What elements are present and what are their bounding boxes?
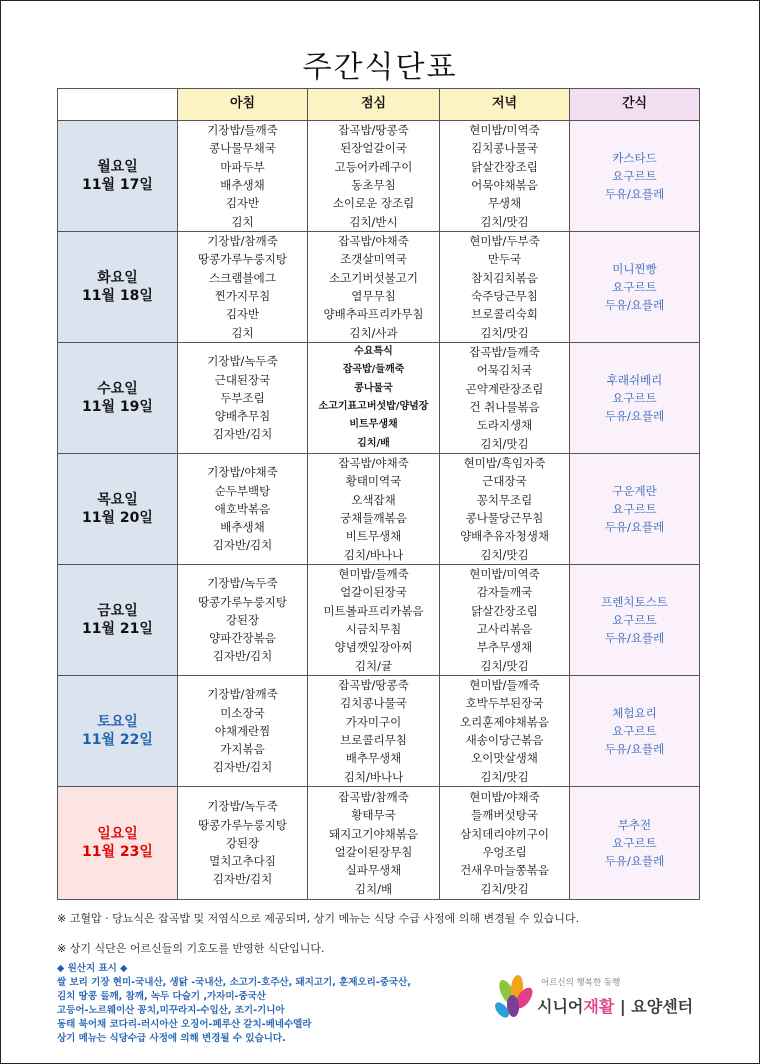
lunch-item: 배추무생채 — [345, 751, 402, 766]
lunch-item: 얼갈이된장무침 — [334, 845, 413, 859]
snack-item: 요구르트 — [612, 279, 657, 294]
lunch-item: 미트볼파프리카볶음 — [323, 603, 424, 618]
breakfast-item: 기장밥/참깨죽 — [207, 234, 278, 249]
dinner-item: 오이맛살생채 — [471, 751, 538, 766]
day-date: 11월 17일 — [82, 177, 153, 193]
breakfast-item: 멸치고추다짐 — [209, 854, 276, 869]
snack-item: 요구르트 — [612, 501, 657, 516]
lunch-item: 비트무생채 — [349, 419, 398, 431]
breakfast-item: 김자반 — [225, 196, 260, 211]
snack-cell — [570, 787, 700, 900]
header-breakfast: 아침 — [178, 89, 308, 121]
snack-item: 두유/요플레 — [604, 742, 665, 757]
header-row — [58, 89, 700, 121]
lunch-item: 브로콜리무침 — [340, 733, 407, 747]
origin-title: ◆ 원산지 표시 ◆ — [57, 963, 128, 974]
breakfast-item: 배추생채 — [220, 178, 265, 192]
dinner-item: 부추무생채 — [476, 640, 533, 655]
day-name: 토요일 — [97, 713, 138, 730]
dinner-item: 어묵김치국 — [476, 363, 533, 378]
breakfast-item: 가지볶음 — [220, 742, 265, 757]
breakfast-item: 김자반 — [225, 307, 260, 322]
day-cell — [58, 343, 178, 454]
breakfast-item: 기장밥/녹두죽 — [207, 799, 278, 814]
snack-item: 요구르트 — [612, 835, 657, 850]
origin-line: 쌀 보리 기장 현미-국내산, 생닭 -국내산, 소고기-호주산, 돼지고기, 훈제오리-중국산, — [57, 977, 411, 988]
dinner-item: 숙주당근무침 — [471, 289, 538, 303]
dinner-cell — [440, 343, 570, 454]
dinner-item: 현미밥/야채죽 — [469, 790, 540, 805]
day-date: 11월 21일 — [82, 621, 153, 637]
breakfast-item: 기장밥/야채죽 — [207, 465, 278, 480]
dinner-item: 김치/맛김 — [480, 214, 529, 229]
breakfast-item: 김자반/김치 — [212, 538, 273, 553]
breakfast-item: 순두부백탕 — [214, 483, 271, 498]
day-row — [58, 454, 700, 565]
day-date: 11월 18일 — [82, 288, 153, 304]
lunch-item: 김치/바나나 — [343, 769, 404, 784]
snack-item: 체험요리 — [612, 705, 657, 720]
lunch-item: 잡곡밥/들깨죽 — [342, 364, 405, 376]
day-row — [58, 787, 700, 900]
snack-item: 구운계란 — [612, 483, 657, 498]
lunch-item: 동초무침 — [351, 178, 396, 192]
lunch-item: 김치/배 — [357, 437, 390, 449]
breakfast-item: 김치 — [231, 325, 254, 340]
dinner-item: 도라지생채 — [476, 418, 533, 433]
lunch-item: 열무무침 — [351, 289, 396, 303]
snack-item: 후래쉬베리 — [606, 372, 663, 387]
breakfast-item: 기장밥/참깨죽 — [207, 687, 278, 702]
lunch-item: 잡곡밥/땅콩죽 — [338, 678, 409, 693]
day-cell — [58, 454, 178, 565]
breakfast-item: 양파간장볶음 — [209, 631, 276, 646]
note-1: ※ 고혈압 · 당뇨식은 잡곡밥 및 저염식으로 제공되며, 상기 메뉴는 식당 수급 사정에 의해 변경될 수 있습니다. — [57, 912, 579, 925]
lunch-cell — [308, 676, 440, 787]
snack-cell — [570, 232, 700, 343]
snack-item: 두유/요플레 — [604, 854, 665, 869]
breakfast-item: 찐가지무침 — [214, 289, 271, 303]
lunch-item: 수요특식 — [354, 346, 393, 358]
day-row — [58, 343, 700, 454]
day-row — [58, 676, 700, 787]
dinner-item: 어묵야채볶음 — [471, 178, 538, 192]
day-row — [58, 565, 700, 676]
breakfast-item: 김자반/김치 — [212, 649, 273, 664]
breakfast-item: 기장밥/녹두죽 — [207, 576, 278, 591]
logo-name-accent: 재활 — [583, 997, 615, 1016]
lunch-item: 비트무생채 — [345, 529, 402, 544]
lunch-item: 김치/배 — [354, 881, 393, 896]
snack-item: 부추전 — [617, 817, 652, 832]
dinner-item: 김치/맛김 — [480, 547, 529, 562]
breakfast-item: 양배추무침 — [214, 409, 271, 424]
day-cell — [58, 121, 178, 232]
breakfast-cell — [178, 454, 308, 565]
breakfast-cell — [178, 343, 308, 454]
note-2: ※ 상기 식단은 어르신들의 기호도를 반영한 식단입니다. — [57, 942, 325, 955]
breakfast-item: 강된장 — [225, 835, 260, 850]
day-name: 수요일 — [97, 380, 138, 397]
page-title: 주간식단표 — [302, 50, 458, 85]
lunch-cell — [308, 565, 440, 676]
snack-item: 요구르트 — [612, 612, 657, 627]
day-cell — [58, 565, 178, 676]
breakfast-cell — [178, 232, 308, 343]
lunch-cell — [308, 343, 440, 454]
dinner-item: 현미밥/두부죽 — [469, 234, 540, 249]
dinner-cell — [440, 454, 570, 565]
lunch-item: 조갯살미역국 — [340, 252, 407, 267]
logo-name-part: | 요양센터 — [614, 997, 694, 1016]
snack-item: 카스타드 — [612, 150, 657, 165]
day-cell — [58, 787, 178, 900]
dinner-item: 잡곡밥/들깨죽 — [469, 345, 540, 360]
dinner-item: 우엉조림 — [482, 845, 527, 859]
lunch-item: 현미밥/들깨죽 — [338, 567, 409, 582]
snack-item: 요구르트 — [612, 723, 657, 738]
snack-item: 두유/요플레 — [604, 187, 665, 202]
dinner-cell — [440, 565, 570, 676]
lunch-item: 소고기표고버섯밥/양념장 — [318, 401, 429, 412]
lunch-item: 양배추파프리카무침 — [323, 307, 424, 322]
dinner-item: 김치/맛김 — [480, 658, 529, 673]
breakfast-item: 기장밥/녹두죽 — [207, 354, 278, 369]
dinner-item: 고사리볶음 — [476, 622, 533, 636]
lunch-item: 황태미역국 — [345, 474, 402, 489]
day-name: 일요일 — [97, 825, 138, 842]
origin-info — [57, 962, 411, 1046]
day-name: 화요일 — [97, 269, 138, 286]
dinner-item: 콩나물당근무침 — [465, 511, 544, 525]
origin-line: 김치 땅콩 들깨, 참깨, 녹두 다슬기 ,가자미-중국산 — [57, 991, 266, 1002]
dinner-item: 곤약계란장조림 — [465, 381, 544, 396]
dinner-item: 브로콜리숙회 — [471, 307, 538, 322]
lunch-item: 궁채들깨볶음 — [340, 511, 407, 525]
lunch-item: 시금치무침 — [345, 622, 402, 636]
lunch-cell — [308, 454, 440, 565]
dinner-item: 들깨버섯탕국 — [471, 808, 538, 823]
snack-item: 두유/요플레 — [604, 520, 665, 535]
snack-cell — [570, 676, 700, 787]
lunch-item: 콩나물국 — [354, 382, 393, 394]
dinner-item: 닭살간장조림 — [471, 159, 538, 174]
day-date: 11월 19일 — [82, 399, 153, 415]
day-name: 월요일 — [97, 158, 138, 175]
lunch-item: 고등어카레구이 — [334, 159, 413, 174]
breakfast-item: 땅콩가루누룽지탕 — [198, 817, 287, 832]
breakfast-cell — [178, 676, 308, 787]
day-cell — [58, 676, 178, 787]
breakfast-item: 김자반/김치 — [212, 872, 273, 887]
breakfast-item: 콩나물무채국 — [209, 141, 276, 156]
dinner-cell — [440, 787, 570, 900]
snack-item: 두유/요플레 — [604, 298, 665, 313]
dinner-item: 새송이당근볶음 — [465, 733, 544, 747]
day-name: 금요일 — [97, 602, 138, 619]
breakfast-item: 애호박볶음 — [214, 501, 271, 516]
dinner-item: 감자들깨국 — [476, 585, 533, 600]
dinner-item: 꽁치무조림 — [476, 492, 533, 507]
dinner-item: 닭살간장조림 — [471, 603, 538, 618]
flower-logo-icon — [493, 970, 537, 1026]
logo-tagline: 어르신의 행복한 동행 — [541, 978, 621, 988]
notes — [57, 910, 579, 970]
day-date: 11월 23일 — [82, 844, 153, 860]
lunch-cell — [308, 787, 440, 900]
breakfast-item: 김치 — [231, 214, 254, 229]
dinner-item: 김치/맛김 — [480, 436, 529, 451]
lunch-item: 김치/반시 — [349, 214, 398, 229]
breakfast-item: 땅콩가루누룽지탕 — [198, 252, 287, 267]
breakfast-item: 스크램블에그 — [209, 270, 276, 285]
dinner-item: 삼치데리야끼구이 — [460, 826, 549, 841]
lunch-item: 돼지고기야채볶음 — [329, 826, 418, 841]
lunch-item: 양념깻잎장아찌 — [334, 640, 413, 655]
day-date: 11월 20일 — [82, 510, 153, 526]
breakfast-item: 배추생채 — [220, 520, 265, 535]
header-snack: 간식 — [570, 89, 700, 121]
lunch-cell — [308, 232, 440, 343]
dinner-item: 김치콩나물국 — [471, 141, 538, 156]
breakfast-item: 땅콩가루누룽지탕 — [198, 594, 287, 609]
breakfast-cell — [178, 787, 308, 900]
lunch-item: 잡곡밥/야채죽 — [338, 234, 409, 249]
lunch-item: 잡곡밥/참깨죽 — [338, 790, 409, 805]
lunch-item: 잡곡밥/야채죽 — [338, 456, 409, 471]
day-row — [58, 232, 700, 343]
dinner-item: 김치/맛김 — [480, 769, 529, 784]
snack-item: 요구르트 — [612, 168, 657, 183]
dinner-item: 건 취나물볶음 — [469, 400, 540, 414]
lunch-cell — [308, 121, 440, 232]
snack-item: 두유/요플레 — [604, 631, 665, 646]
snack-cell — [570, 565, 700, 676]
dinner-item: 현미밥/들깨죽 — [469, 678, 540, 693]
dinner-item: 건새우마늘쫑볶음 — [460, 863, 549, 878]
dinner-cell — [440, 121, 570, 232]
breakfast-cell — [178, 565, 308, 676]
dinner-item: 김치/맛김 — [480, 325, 529, 340]
origin-line: 상기 메뉴는 식당수급 사정에 의해 변경될 수 있습니다. — [57, 1033, 286, 1044]
lunch-item: 소이로운 장조림 — [332, 196, 415, 211]
snack-item: 두유/요플레 — [604, 409, 665, 424]
dinner-item: 김치/맛김 — [480, 881, 529, 896]
lunch-item: 김치/사과 — [349, 325, 398, 340]
dinner-item: 현미밥/흑임자죽 — [463, 456, 546, 471]
snack-cell — [570, 454, 700, 565]
dinner-item: 무생채 — [487, 196, 522, 211]
lunch-item: 오색잡채 — [351, 492, 396, 507]
breakfast-item: 강된장 — [225, 612, 260, 627]
lunch-item: 김치/귤 — [354, 658, 393, 673]
lunch-item: 소고기버섯불고기 — [329, 270, 418, 285]
dinner-item: 현미밥/미역죽 — [469, 567, 540, 582]
snack-item: 미니찐빵 — [612, 261, 657, 276]
breakfast-item: 미소장국 — [220, 705, 265, 720]
dinner-item: 참치김치볶음 — [471, 270, 538, 285]
dinner-item: 양배추유자청생채 — [460, 529, 549, 544]
day-date: 11월 22일 — [82, 732, 153, 748]
breakfast-item: 근대된장국 — [214, 372, 271, 387]
header-dinner: 저녁 — [440, 89, 570, 121]
breakfast-item: 김자반/김치 — [212, 427, 273, 442]
dinner-item: 현미밥/미역죽 — [469, 123, 540, 138]
lunch-item: 잡곡밥/땅콩죽 — [338, 123, 409, 138]
lunch-item: 김치/바나나 — [343, 547, 404, 562]
breakfast-cell — [178, 121, 308, 232]
dinner-cell — [440, 232, 570, 343]
weekly-menu-table — [57, 88, 700, 900]
lunch-item: 실파무생채 — [345, 863, 402, 878]
center-logo — [493, 970, 713, 1030]
dinner-item: 오리훈제야채볶음 — [460, 714, 549, 729]
lunch-item: 황태무국 — [351, 808, 396, 823]
breakfast-item: 김자반/김치 — [212, 760, 273, 775]
snack-cell — [570, 121, 700, 232]
origin-line: 동태 북어채 코다리-러시아산 오징어-페루산 갈치-베네수엘라 — [57, 1019, 312, 1030]
snack-cell — [570, 343, 700, 454]
logo-name — [537, 994, 693, 1017]
breakfast-item: 마파두부 — [220, 159, 265, 174]
breakfast-item: 기장밥/들깨죽 — [207, 123, 278, 138]
snack-item: 프렌치토스트 — [601, 594, 668, 609]
origin-line: 고등어-노르웨이산 꽁치,미꾸라지-수입산, 조기-기니아 — [57, 1005, 285, 1016]
dinner-cell — [440, 676, 570, 787]
dinner-item: 근대장국 — [482, 474, 527, 489]
dinner-item: 만두국 — [487, 252, 522, 267]
lunch-item: 가자미구이 — [345, 714, 402, 729]
header-lunch: 점심 — [308, 89, 440, 121]
day-name: 목요일 — [97, 491, 138, 508]
lunch-item: 된장얼갈이국 — [340, 141, 407, 156]
snack-item: 요구르트 — [612, 390, 657, 405]
corner-cell — [58, 89, 178, 121]
dinner-item: 호박두부된장국 — [465, 696, 544, 711]
breakfast-item: 야채계란찜 — [214, 723, 271, 738]
lunch-item: 얼갈이된장국 — [340, 585, 407, 600]
day-cell — [58, 232, 178, 343]
day-row — [58, 121, 700, 232]
logo-name-part: 시니어 — [537, 997, 584, 1016]
lunch-item: 김치콩나물국 — [340, 696, 407, 711]
breakfast-item: 두부조림 — [220, 390, 265, 405]
